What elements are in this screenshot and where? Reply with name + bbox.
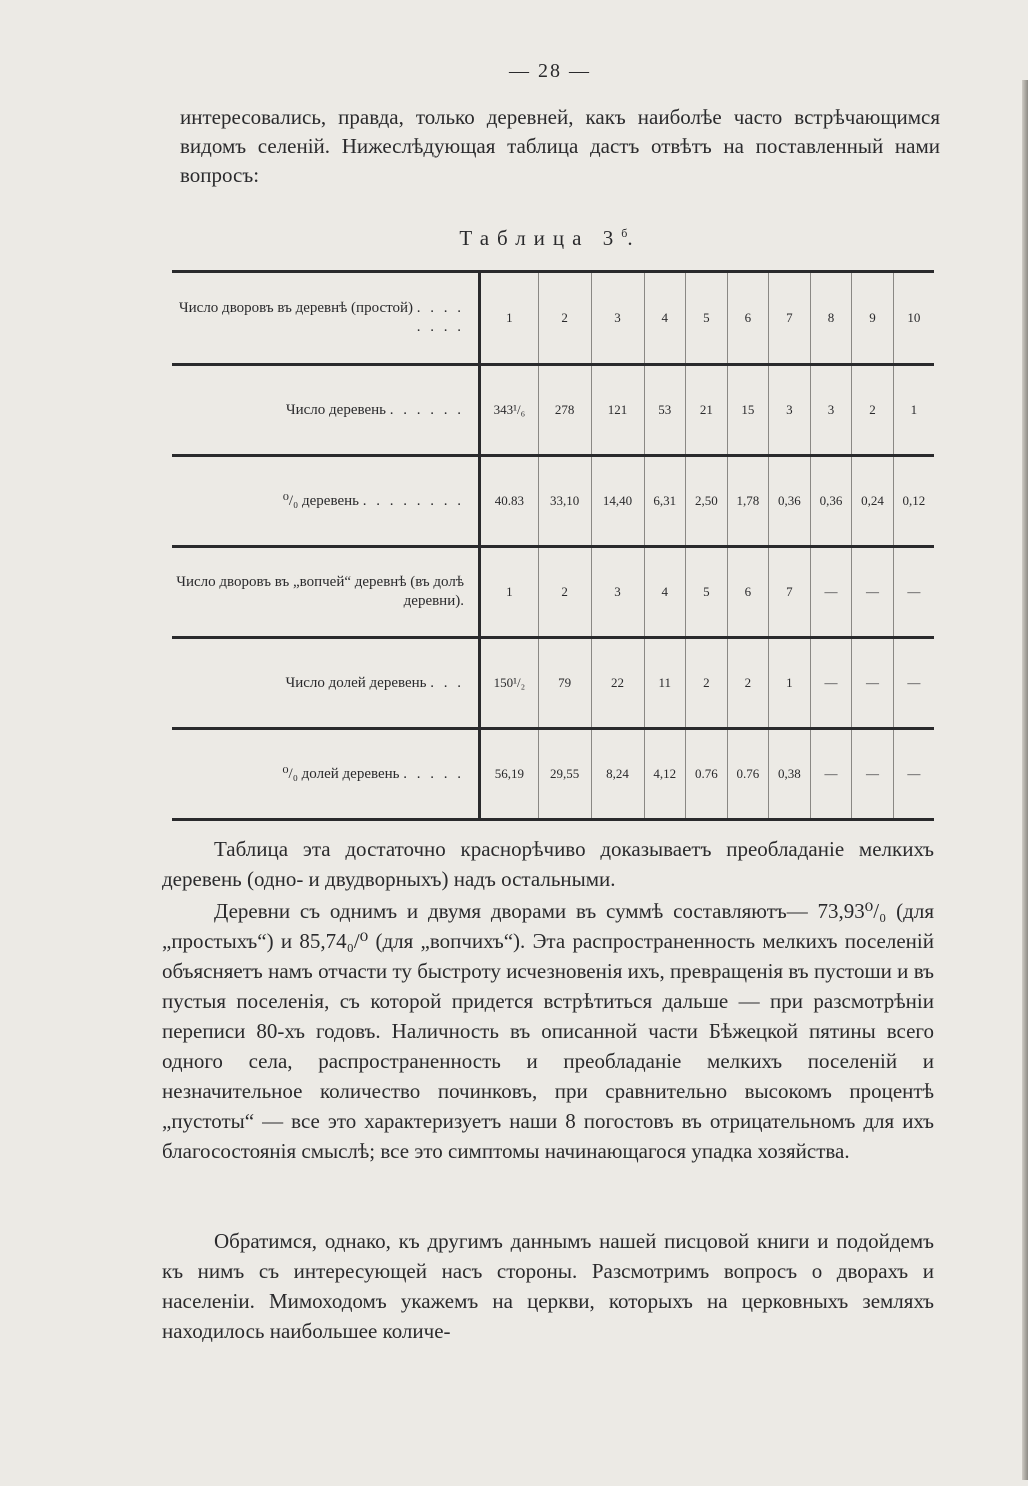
table-cell: — (893, 547, 934, 638)
table-row (172, 547, 934, 638)
table-cell: 4 (644, 272, 686, 365)
table-cell: — (852, 638, 894, 729)
table-cell: 14,40 (591, 456, 644, 547)
table-cell: 21 (686, 365, 728, 456)
table-cell: 150¹/₂ (480, 638, 539, 729)
row-label-text: Число долей деревень (285, 674, 427, 691)
table-cell: 0,24 (852, 456, 894, 547)
table-cell: 22 (591, 638, 644, 729)
table-cell: 2 (686, 638, 728, 729)
row-label-text: ⁰/₀ деревень (282, 492, 359, 509)
leader-dots: . . . . . . . . (362, 492, 464, 509)
table-cell: 7 (769, 547, 811, 638)
table-cell: 2 (852, 365, 894, 456)
table-cell: — (810, 547, 852, 638)
table-cell: 1 (769, 638, 811, 729)
table-cell: 79 (538, 638, 591, 729)
row-label (172, 638, 480, 729)
table-cell: 6 (727, 272, 769, 365)
paragraph-1-text: Таблица эта достаточно краснорѣчиво доказываетъ преобладаніе мелкихъ деревень (одно- и двудворныхъ) надъ остальными. (162, 837, 934, 891)
row-label-text: Число деревень (285, 401, 386, 418)
table-cell: — (810, 729, 852, 820)
table-cell: 8 (810, 272, 852, 365)
table-cell: — (893, 729, 934, 820)
table-cell: 9 (852, 272, 894, 365)
table-cell: 10 (893, 272, 934, 365)
table-cell: 2 (727, 638, 769, 729)
table-cell: 343¹/₆ (480, 365, 539, 456)
table-cell: 56,19 (480, 729, 539, 820)
page-edge (1022, 80, 1028, 1480)
table-cell: 6 (727, 547, 769, 638)
page-number: — 28 — (509, 60, 591, 82)
table-cell: 7 (769, 272, 811, 365)
intro-paragraph: интересовались, правда, только деревней, какъ наиболѣе часто встрѣчающимся видомъ селеній. Нижеслѣдующая таблица дастъ отвѣтъ на поставленный нами вопросъ: (180, 105, 940, 187)
row-label (172, 456, 480, 547)
table-cell: 0.76 (727, 729, 769, 820)
table-cell: 0,12 (893, 456, 934, 547)
table-row (172, 272, 934, 365)
row-label (172, 547, 480, 638)
row-label (172, 365, 480, 456)
row-label-text: ⁰/₀ долей деревень (282, 765, 400, 782)
table-cell: — (810, 638, 852, 729)
row-label (172, 729, 480, 820)
table-cell: 0,36 (769, 456, 811, 547)
table-row (172, 729, 934, 820)
leader-dots: . . . . . . . . (416, 300, 464, 335)
table-cell: 4,12 (644, 729, 686, 820)
paragraph-2-text: Деревни съ однимъ и двумя дворами въ суммѣ составляютъ— 73,93⁰/₀ (для „простыхъ“) и 85,74₀/⁰ (для „вопчихъ“). Эта распространенность мелкихъ поселеній объясняетъ намъ отчасти ту быстроту исчезновенія ихъ, превращенія въ пустоши и въ пустыя поселенія, съ которой придется встрѣтиться дальше — при разсмотрѣніи переписи 80-хъ годовъ. Наличность въ описанной части Бѣжецкой пятины всего одного села, распространенность и преобладаніе мелкихъ поселеній и незначительное количество починковъ, при сравнительно высокомъ процентѣ „пустоты“ — все это характеризуетъ наши 8 погостовъ въ отрицательномъ для ихъ благосостоянія смыслѣ; все это симптомы начинающагося упадка хозяйства. (162, 899, 934, 1163)
table-cell: 5 (686, 547, 728, 638)
table-cell: 2 (538, 547, 591, 638)
paragraph-1 (162, 834, 934, 894)
table-cell: 3 (810, 365, 852, 456)
paragraph-3-text: Обратимся, однако, къ другимъ даннымъ нашей писцовой книги и подойдемъ къ нимъ съ интересующей насъ стороны. Разсмотримъ вопросъ о дворахъ и населеніи. Мимоходомъ укажемъ на церкви, которыхъ на церковныхъ земляхъ находилось наибольшее количе- (162, 1229, 934, 1343)
table-cell: 11 (644, 638, 686, 729)
paragraph-2 (162, 896, 934, 1166)
table-cell: — (852, 547, 894, 638)
leader-dots: . . . . . (403, 765, 464, 782)
row-label-text: Число дворовъ въ деревнѣ (простой) (178, 300, 413, 316)
table-cell: — (893, 638, 934, 729)
table-cell: 33,10 (538, 456, 591, 547)
table-cell: 29,55 (538, 729, 591, 820)
table-cell: 278 (538, 365, 591, 456)
table-cell: 1 (480, 272, 539, 365)
table-cell: 1 (480, 547, 539, 638)
table-cell: 15 (727, 365, 769, 456)
table-cell: 3 (769, 365, 811, 456)
table-title-superscript: б (621, 226, 628, 240)
table-row (172, 456, 934, 547)
table-cell: 2,50 (686, 456, 728, 547)
statistics-table (172, 270, 934, 821)
row-label-text: Число дворовъ въ „вопчей“ деревнѣ (въ долѣ деревни). (176, 574, 464, 609)
table-cell: 5 (686, 272, 728, 365)
table-cell: 3 (591, 547, 644, 638)
table-cell: 40.83 (480, 456, 539, 547)
table-cell: 8,24 (591, 729, 644, 820)
row-label (172, 272, 480, 365)
table-cell: 1 (893, 365, 934, 456)
table-title-text: Таблица 3 (459, 226, 622, 250)
leader-dots: . . . . . . (389, 401, 464, 418)
paragraph-3 (162, 1226, 934, 1346)
table-cell: 0.76 (686, 729, 728, 820)
table-cell: 53 (644, 365, 686, 456)
table-row (172, 638, 934, 729)
table-cell: 3 (591, 272, 644, 365)
table-cell: 0,36 (810, 456, 852, 547)
table-row (172, 365, 934, 456)
table-cell: 0,38 (769, 729, 811, 820)
table-cell: 2 (538, 272, 591, 365)
table-cell: — (852, 729, 894, 820)
table-cell: 6,31 (644, 456, 686, 547)
table-title: Таблица $3^б$. (459, 226, 641, 250)
table-cell: 1,78 (727, 456, 769, 547)
table-cell: 121 (591, 365, 644, 456)
table-cell: 4 (644, 547, 686, 638)
leader-dots: . . . (430, 674, 464, 691)
